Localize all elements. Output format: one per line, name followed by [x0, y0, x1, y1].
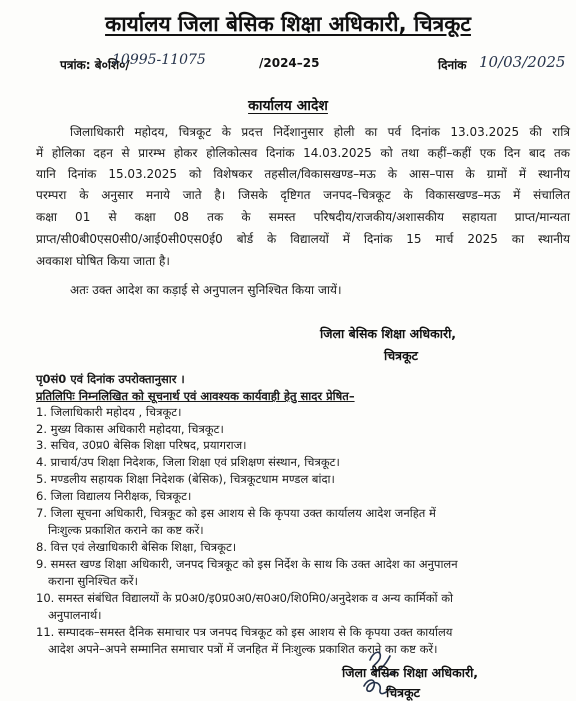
copy-list-item: 2. मुख्य विकास अधिकारी महोदया, चित्रकूट। [36, 422, 224, 436]
order-paragraph-line: परम्परा के अनुसार मनाये जाते है। जिसके दृष्टिगत जनपद–चित्रकूट के विकासखण्ड–मऊ में संचालित [36, 188, 570, 202]
copy-list-item: 10. समस्त संबंधित विद्यालयों के प्र0अ0/इ0प्र0अ0/स0अ0/शि0मि0/अनुदेशक व अन्य कार्मिकों को [36, 591, 454, 605]
copy-list-item: 1. जिलाधिकारी महोदय , चित्रकूट। [36, 405, 182, 419]
copy-list-item: 8. वित्त एवं लेखाधिकारी बेसिक शिक्षा, चित्रकूट। [36, 540, 237, 554]
copy-heading: प्रतिलिपिः निम्नलिखित को सूचनार्थ एवं आवश्यक कार्यवाही हेतु सादर प्रेषित– [36, 389, 355, 403]
date-label: दिनांक [438, 58, 467, 72]
signatory-title: जिला बेसिक शिक्षा अधिकारी, [320, 326, 457, 341]
order-paragraph-line: अवकाश घोषित किया जाता है। [36, 254, 170, 268]
signatory-place-bottom: चित्रकूट [386, 685, 420, 700]
copy-list-item: 9. समस्त खण्ड शिक्षा अधिकारी, जनपद चित्रकूट को इस निर्देश के साथ कि उक्त आदेश का अनुपालन [36, 557, 458, 571]
date-handwritten: 10/03/2025 [479, 53, 566, 71]
copy-list-item: 11. सम्पादक–समस्त दैनिक समाचार पत्र जनपद चित्रकूट को इस आशय से कि कृपया उक्त कार्यालय [36, 625, 453, 639]
reference-number-label: पत्रांक: बे०शि०/ [60, 58, 130, 72]
copy-list-item-continuation: आदेश अपने–अपने सम्मानित समाचार पत्रों में जनहित में निःशुल्क प्रकाशित कराने का कष्ट करें। [48, 642, 438, 656]
order-heading: कार्यालय आदेश [248, 98, 328, 114]
signatory-place: चित्रकूट [384, 348, 418, 363]
order-paragraph-line: कक्षा 01 से कक्षा 08 तक के समस्त परिषदीय/राजकीय/अशासकीय सहायता प्राप्त/मान्यता [36, 210, 570, 224]
copy-list-item-continuation: अनुपालनार्थ। [48, 608, 102, 622]
copy-list-item-continuation: निःशुल्क प्रकाशित कराने का कष्ट करें। [48, 523, 204, 537]
order-paragraph-line: जिलाधिकारी महोदय, चित्रकूट के प्रदत्त निर्देशानुसार होली का पर्व दिनांक 13.03.2025 की रात्रि [70, 125, 570, 139]
reference-year: /2024–25 [259, 56, 320, 70]
copy-list-item-continuation: कराना सुनिश्चित करें। [48, 574, 138, 588]
copy-list-item: 5. मण्डलीय सहायक शिक्षा निदेशक (बेसिक), चित्रकूटधाम मण्डल बांदा। [36, 472, 335, 486]
signatory-title-bottom: जिला बेसिक शिक्षा अधिकारी, [342, 665, 479, 680]
compliance-line: अतः उक्त आदेश का कड़ाई से अनुपालन सुनिश्चित किया जायें। [70, 283, 342, 297]
office-title: कार्यालय जिला बेसिक शिक्षा अधिकारी, चित्रकूट [105, 12, 471, 36]
reference-number-handwritten: 10995-11075 [112, 52, 206, 68]
copy-list-item: 4. प्राचार्य/उप शिक्षा निदेशक, जिला शिक्षा एवं प्रशिक्षण संस्थान, चित्रकूट। [36, 455, 340, 469]
copy-list-item: 6. जिला विद्यालय निरीक्षक, चित्रकूट। [36, 489, 192, 503]
order-paragraph-line: में होलिका दहन से प्रारम्भ होकर होलिकोत्सव दिनांक 14.03.2025 को तथा कहीं–कहीं एक दिन बाद तक [36, 146, 570, 160]
order-paragraph-line: यानि दिनांक 15.03.2025 को विशेषकर तहसील/विकासखण्ड–मऊ के आस–पास के ग्रामों में स्थानीय [36, 167, 570, 181]
copy-list-item: 7. जिला सूचना अधिकारी, चित्रकूट को इस आशय से कि कृपया उक्त कार्यालय आदेश जनहित में [36, 506, 436, 520]
order-paragraph-line: प्राप्त/सी0बी0एस0सी0/आई0सी0एस0ई0 बोर्ड के विद्यालयों में दिनांक 15 मार्च 2025 का स्थानीय [36, 232, 570, 246]
copy-list-item: 3. सचिव, उ0प्र0 बेसिक शिक्षा परिषद, प्रयागराज। [36, 438, 247, 452]
copy-reference-line: पृ0सं0 एवं दिनांक उपरोक्तानुसार । [36, 372, 185, 386]
